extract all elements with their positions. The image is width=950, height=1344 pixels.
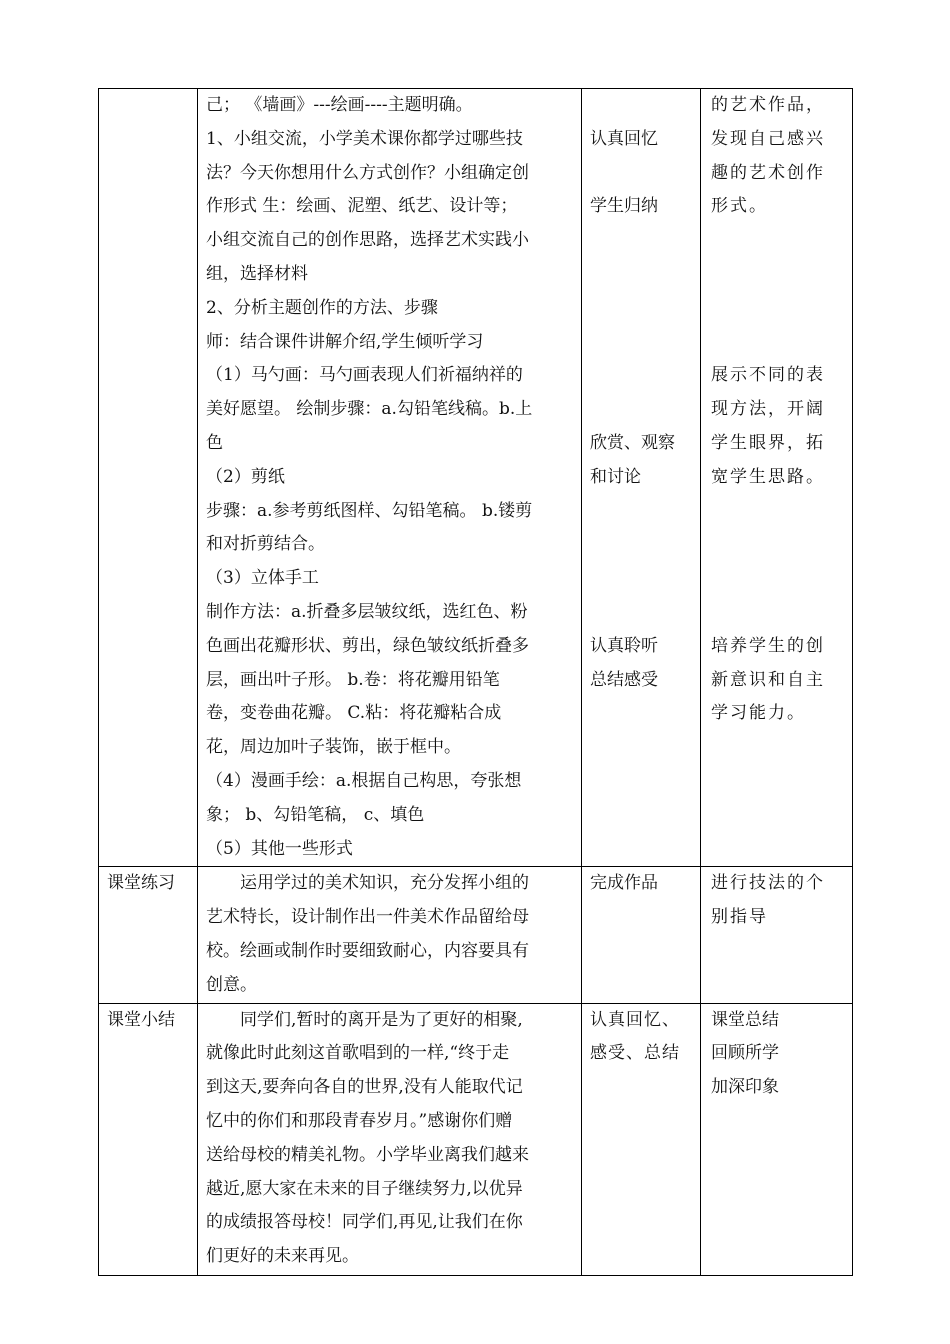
text-line: 艺术特长，设计制作出一件美术作品留给母	[206, 907, 529, 928]
text-line: 象； b、勾铅笔稿， c、填色	[206, 804, 425, 825]
text-line: 校。绘画或制作时要细致耐心，内容要具有	[206, 940, 529, 961]
text-line: 卷，变卷曲花瓣。 C.粘：将花瓣粘合成	[206, 703, 502, 724]
design-intent: 趣的艺术创作	[711, 162, 825, 183]
stage-cell	[99, 867, 198, 1003]
text-line: 同学们,暂时的离开是为了更好的相聚,	[240, 1009, 523, 1030]
student-activity: 认真回忆、	[590, 1009, 680, 1030]
text-line: 制作方法：a.折叠多层皱纹纸，选红色、粉	[206, 601, 528, 622]
design-intent: 形式。	[711, 196, 768, 217]
student-activity: 认真聆听	[590, 635, 658, 656]
text-line: 法？今天你想用什么方式创作？小组确定创	[206, 162, 529, 183]
text-line: 送给母校的精美礼物。小学毕业离我们越来	[206, 1144, 529, 1165]
design-intent: 新意识和自主	[711, 669, 825, 690]
design-intent: 别指导	[711, 907, 768, 928]
text-line: （1）马勺画：马勺画表现人们祈福纳祥的	[206, 365, 523, 386]
text-line: 就像此时此刻这首歌唱到的一样,“终于走	[206, 1043, 510, 1064]
design-intent-cell	[701, 89, 853, 867]
table-row	[99, 867, 853, 1003]
text-line: 步骤：a.参考剪纸图样、勾铅笔稿。 b.镂剪	[206, 500, 533, 521]
table-row	[99, 89, 853, 867]
design-intent: 学习能力。	[711, 703, 806, 724]
design-intent-cell	[701, 867, 853, 1003]
student-activity: 完成作品	[590, 873, 658, 894]
text-line: 和对折剪结合。	[206, 534, 325, 555]
table-row	[99, 1003, 853, 1275]
student-activity-cell	[582, 1003, 701, 1275]
design-intent: 进行技法的个	[711, 873, 825, 894]
design-intent: 回顾所学	[711, 1043, 779, 1064]
text-line: 2、分析主题创作的方法、步骤	[206, 297, 438, 318]
stage-label: 课堂小结	[107, 1009, 175, 1030]
text-line: 美好愿望。 绘制步骤：a.勾铅笔线稿。b.上	[206, 399, 533, 420]
text-line: 越近,愿大家在未来的目子继续努力,以优异	[206, 1178, 523, 1199]
text-line: 己； 《墙画》---绘画----主题明确。	[206, 95, 473, 115]
student-activity-cell	[582, 89, 701, 867]
teacher-activity-cell	[198, 1003, 582, 1275]
design-intent: 展示不同的表	[711, 365, 825, 386]
student-activity: 感受、总结	[590, 1043, 680, 1064]
stage-cell	[99, 89, 198, 867]
design-intent: 的艺术作品，	[711, 95, 825, 115]
student-activity: 总结感受	[590, 669, 658, 690]
student-activity: 和讨论	[590, 466, 641, 487]
text-line: 创意。	[206, 974, 257, 995]
stage-cell	[99, 1003, 198, 1275]
text-line: （2）剪纸	[206, 466, 285, 487]
text-line: 忆中的你们和那段青春岁月。”感谢你们赠	[206, 1110, 513, 1131]
design-intent: 培养学生的创	[711, 635, 825, 656]
teacher-activity-text	[198, 1004, 581, 1274]
design-intent-cell	[701, 1003, 853, 1275]
text-line: （4）漫画手绘：a.根据自己构思，夸张想	[206, 770, 522, 791]
text-line: 师：结合课件讲解介绍,学生倾听学习	[206, 331, 484, 352]
stage-label: 课堂练习	[107, 873, 175, 894]
text-line: 的成绩报答母校！同学们,再见,让我们在你	[206, 1212, 523, 1233]
text-line: 层，画出叶子形。 b.卷：将花瓣用铅笔	[206, 669, 500, 690]
text-line: （5）其他一些形式	[206, 838, 353, 859]
design-intent: 宽学生思路。	[711, 466, 825, 487]
teacher-activity-text	[198, 867, 581, 1002]
design-intent: 课堂总结	[711, 1009, 779, 1030]
text-line: 作形式 生：绘画、泥塑、纸艺、设计等；	[206, 196, 518, 217]
design-intent: 现方法，开阔	[711, 399, 825, 420]
student-activity: 认真回忆	[590, 128, 658, 149]
design-intent: 加深印象	[711, 1077, 779, 1098]
text-line: 色	[206, 432, 223, 453]
design-intent: 发现自己感兴	[711, 128, 825, 149]
text-line: 到这天,要奔向各自的世界,没有人能取代记	[206, 1077, 523, 1098]
student-activity: 欣赏、观察	[590, 432, 675, 453]
teacher-activity-cell	[198, 89, 582, 867]
text-line: 1、小组交流，小学美术课你都学过哪些技	[206, 128, 523, 149]
teacher-activity-text	[198, 89, 581, 866]
text-line: （3）立体手工	[206, 568, 319, 589]
lesson-plan-table	[98, 88, 853, 1276]
student-activity: 学生归纳	[590, 196, 658, 217]
text-line: 运用学过的美术知识，充分发挥小组的	[240, 873, 529, 894]
design-intent: 学生眼界，拓	[711, 432, 825, 453]
student-activity-cell	[582, 867, 701, 1003]
text-line: 色画出花瓣形状、剪出，绿色皱纹纸折叠多	[206, 635, 529, 656]
text-line: 花，周边加叶子装饰，嵌于框中。	[206, 737, 461, 758]
teacher-activity-cell	[198, 867, 582, 1003]
text-line: 们更好的未来再见。	[206, 1246, 359, 1267]
text-line: 小组交流自己的创作思路，选择艺术实践小	[206, 230, 529, 251]
text-line: 组，选择材料	[206, 263, 308, 284]
